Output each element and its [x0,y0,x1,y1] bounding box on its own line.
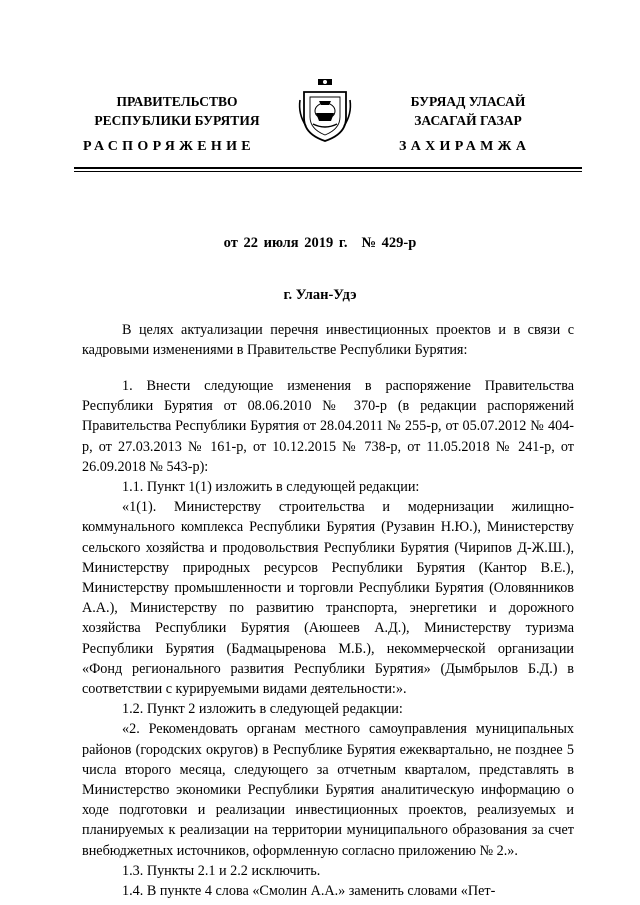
header-left-line2: РЕСПУБЛИКИ БУРЯТИЯ [94,113,260,128]
document-date: от 22 июля 2019 г. [223,235,348,251]
document-body [82,376,574,901]
document-date-line [0,235,640,252]
intro-block [82,320,574,360]
header-divider-thin [74,171,582,172]
paragraph-1-3: 1.3. Пункты 2.1 и 2.2 исключить. [122,862,321,879]
government-name-buryat [378,92,558,130]
intro-paragraph: В целях актуализации перечня инвестиционных проектов и в связи с кадровыми изменениями в Правительстве Республики Бурятия: [82,322,574,359]
decree-title-russian: РАСПОРЯЖЕНИЕ [83,139,255,154]
decree-title-buryat: ЗАХИРАМЖА [399,139,531,154]
paragraph-1-1-text: «1(1). Министерству строительства и модернизации жилищно-коммунального комплекса Республики Бурятия (Рузавин Н.Ю.), Министерству сельского хозяйства и продовольствия Республики Бурятия (Чирипов Д-Ж.Ш.), Министерству природных ресурсов Республики Бурятия (Кантор В.Е.), Министерству промышленности и торговли Республики Бурятия (Оловянников А.А.), Министерству по развитию транспорта, энергетики и дорожного хозяйства Республики Бурятия (Аюшеев А.Д.), Министерству туризма Республики Бурятия (Бадмацыренова М.Б.), некоммерческой организации «Фонд регионального развития Республики Бурятия» (Дымбрылов Б.Д.) в соответствии с курируемыми видами деятельности:». [82,499,574,698]
document-city: г. Улан-Удэ [283,287,357,303]
paragraph-1: 1. Внести следующие изменения в распоряжение Правительства Республики Бурятия от 08.06.2010 № 370-р (в редакции распоряжений Правительства Республики Бурятия от 28.04.2011 № 255-р, от 05.07.2012 № 404-р, от 27.03.2013 № 161-р, от 10.12.2015 № 738-р, от 11.05.2018 № 241-р, от 26.09.2018 № 543-р): [82,378,574,475]
paragraph-1-1: 1.1. Пункт 1(1) изложить в следующей редакции: [122,479,420,496]
header-right-line2: ЗАСАГАЙ ГАЗАР [414,113,522,128]
paragraph-1-2: 1.2. Пункт 2 изложить в следующей редакции: [122,701,403,718]
paragraph-1-2-text: «2. Рекомендовать органам местного самоуправления муниципальных районов (городских округов) в Республике Бурятия ежеквартально, не позднее 5 числа второго месяца, следующего за отчетным кварталом, представлять в Министерство экономики Республики Бурятия аналитическую информацию о ходе подготовки и реализации инвестиционных проектов, реализуемых и планируемых к реализации на территории муниципального образования за счет внебюджетных источников, оформленную согласно приложению № 2.». [82,721,574,859]
paragraph-1-4: 1.4. В пункте 4 слова «Смолин А.А.» заменить словами «Пет- [122,883,496,900]
government-name-russian [62,92,292,130]
header-divider-thick [74,167,582,169]
coat-of-arms-of-buryatia-icon [296,78,354,142]
header-right-line1: БУРЯАД УЛАСАЙ [410,94,526,109]
document-number: № 429-р [361,235,417,251]
header-left-line1: ПРАВИТЕЛЬСТВО [116,94,238,109]
